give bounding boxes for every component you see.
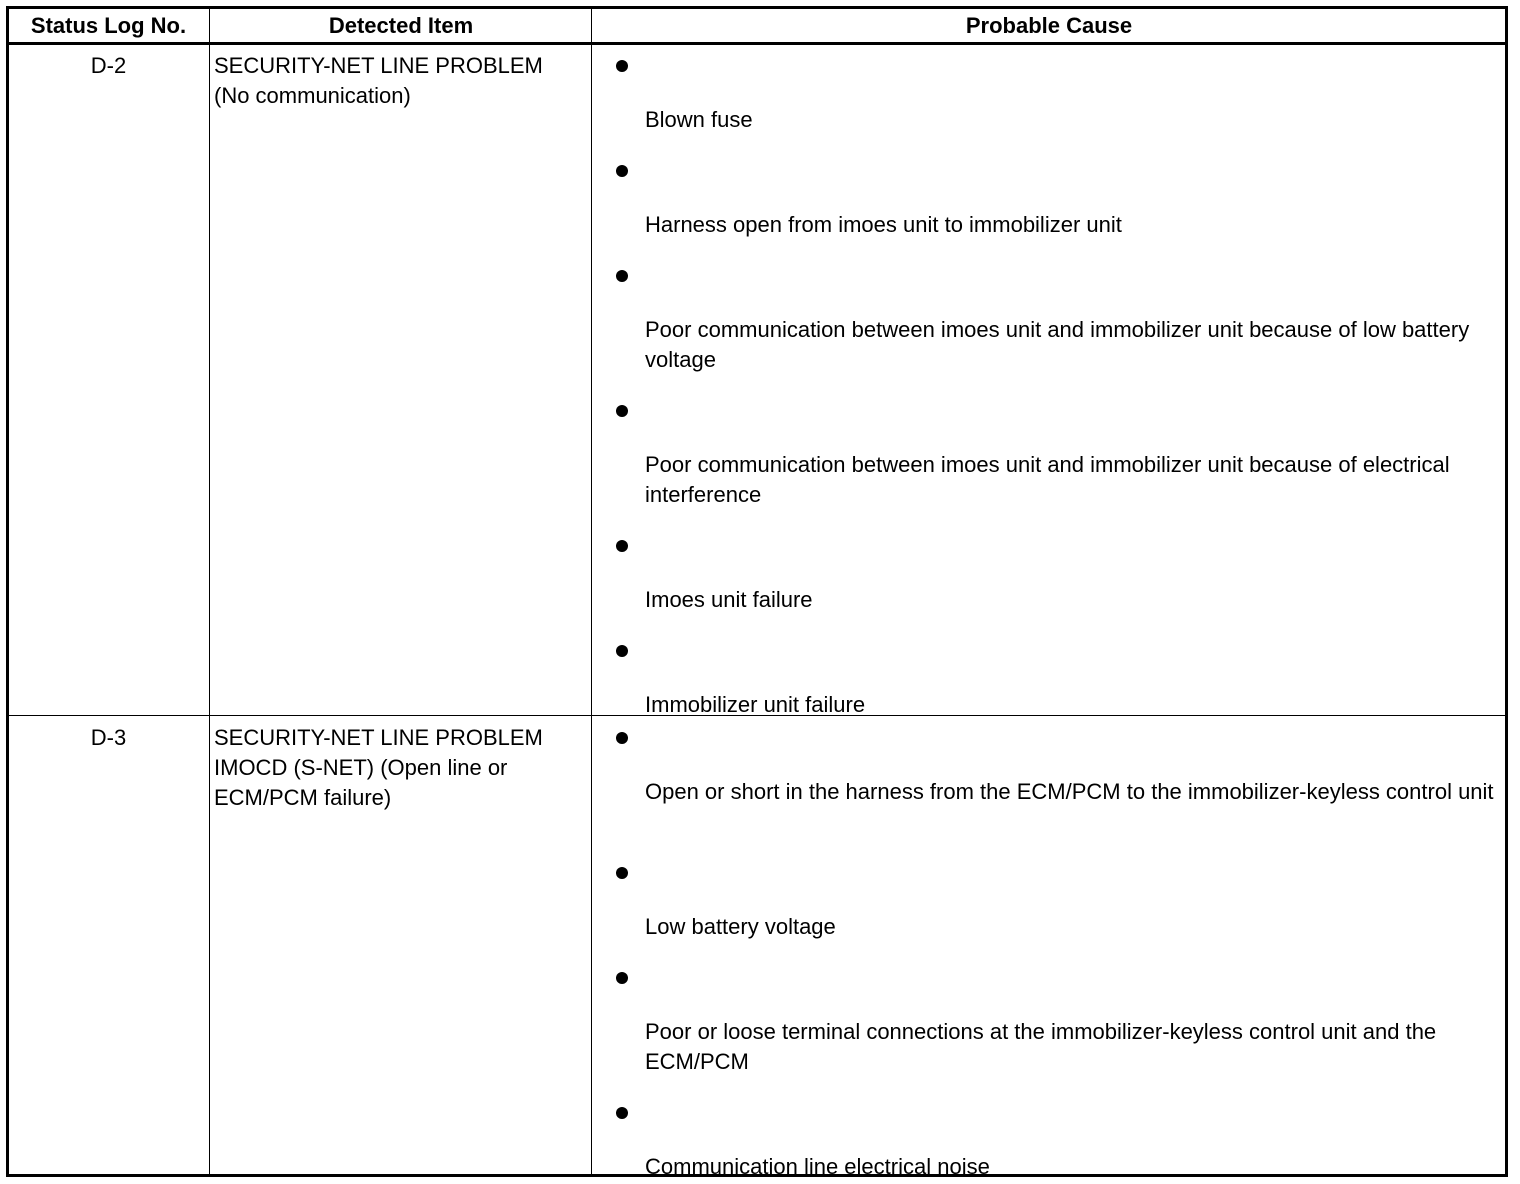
probable-cause-table <box>6 6 1508 1177</box>
bullet-icon <box>616 270 628 282</box>
cause-text: Blown fuse <box>645 107 753 132</box>
table-row <box>9 717 1505 1177</box>
bullet-icon <box>616 60 628 72</box>
bullet-icon <box>616 405 628 417</box>
bullet-icon <box>616 1107 628 1119</box>
header-detected-item: Detected Item <box>328 13 474 38</box>
bullet-icon <box>616 540 628 552</box>
detected-item-cell: SECURITY-NET LINE PROBLEM IMOCD (S-NET) (Open line or ECM/PCM failure) <box>214 725 543 810</box>
row-divider <box>9 715 1505 716</box>
header-status-log-no: Status Log No. <box>30 13 187 38</box>
cause-text: Poor communication between imoes unit and immobilizer unit because of electrical interference <box>645 452 1450 507</box>
bullet-icon <box>616 645 628 657</box>
cause-text: Poor or loose terminal connections at the immobilizer-keyless control unit and the ECM/PCM <box>645 1019 1437 1074</box>
bullet-icon <box>616 867 628 879</box>
cause-text: Immobilizer unit failure <box>645 692 866 717</box>
cause-text: Poor communication between imoes unit and immobilizer unit because of low battery voltage <box>645 317 1470 372</box>
bullet-icon <box>616 165 628 177</box>
bullet-icon <box>616 732 628 744</box>
table-header-row <box>9 9 1505 45</box>
cause-text: Communication line electrical noise <box>645 1154 990 1177</box>
table-row <box>9 45 1505 715</box>
detected-item-cell: SECURITY-NET LINE PROBLEM (No communication) <box>214 53 543 108</box>
header-probable-cause: Probable Cause <box>965 13 1133 38</box>
cause-text: Open or short in the harness from the ECM/PCM to the immobilizer-keyless control unit <box>645 779 1494 804</box>
status-log-no-cell: D-2 <box>90 53 127 78</box>
cause-text: Harness open from imoes unit to immobilizer unit <box>645 212 1122 237</box>
status-log-no-cell: D-3 <box>90 725 127 750</box>
bullet-icon <box>616 972 628 984</box>
cause-text: Imoes unit failure <box>645 587 813 612</box>
cause-text: Low battery voltage <box>645 914 836 939</box>
